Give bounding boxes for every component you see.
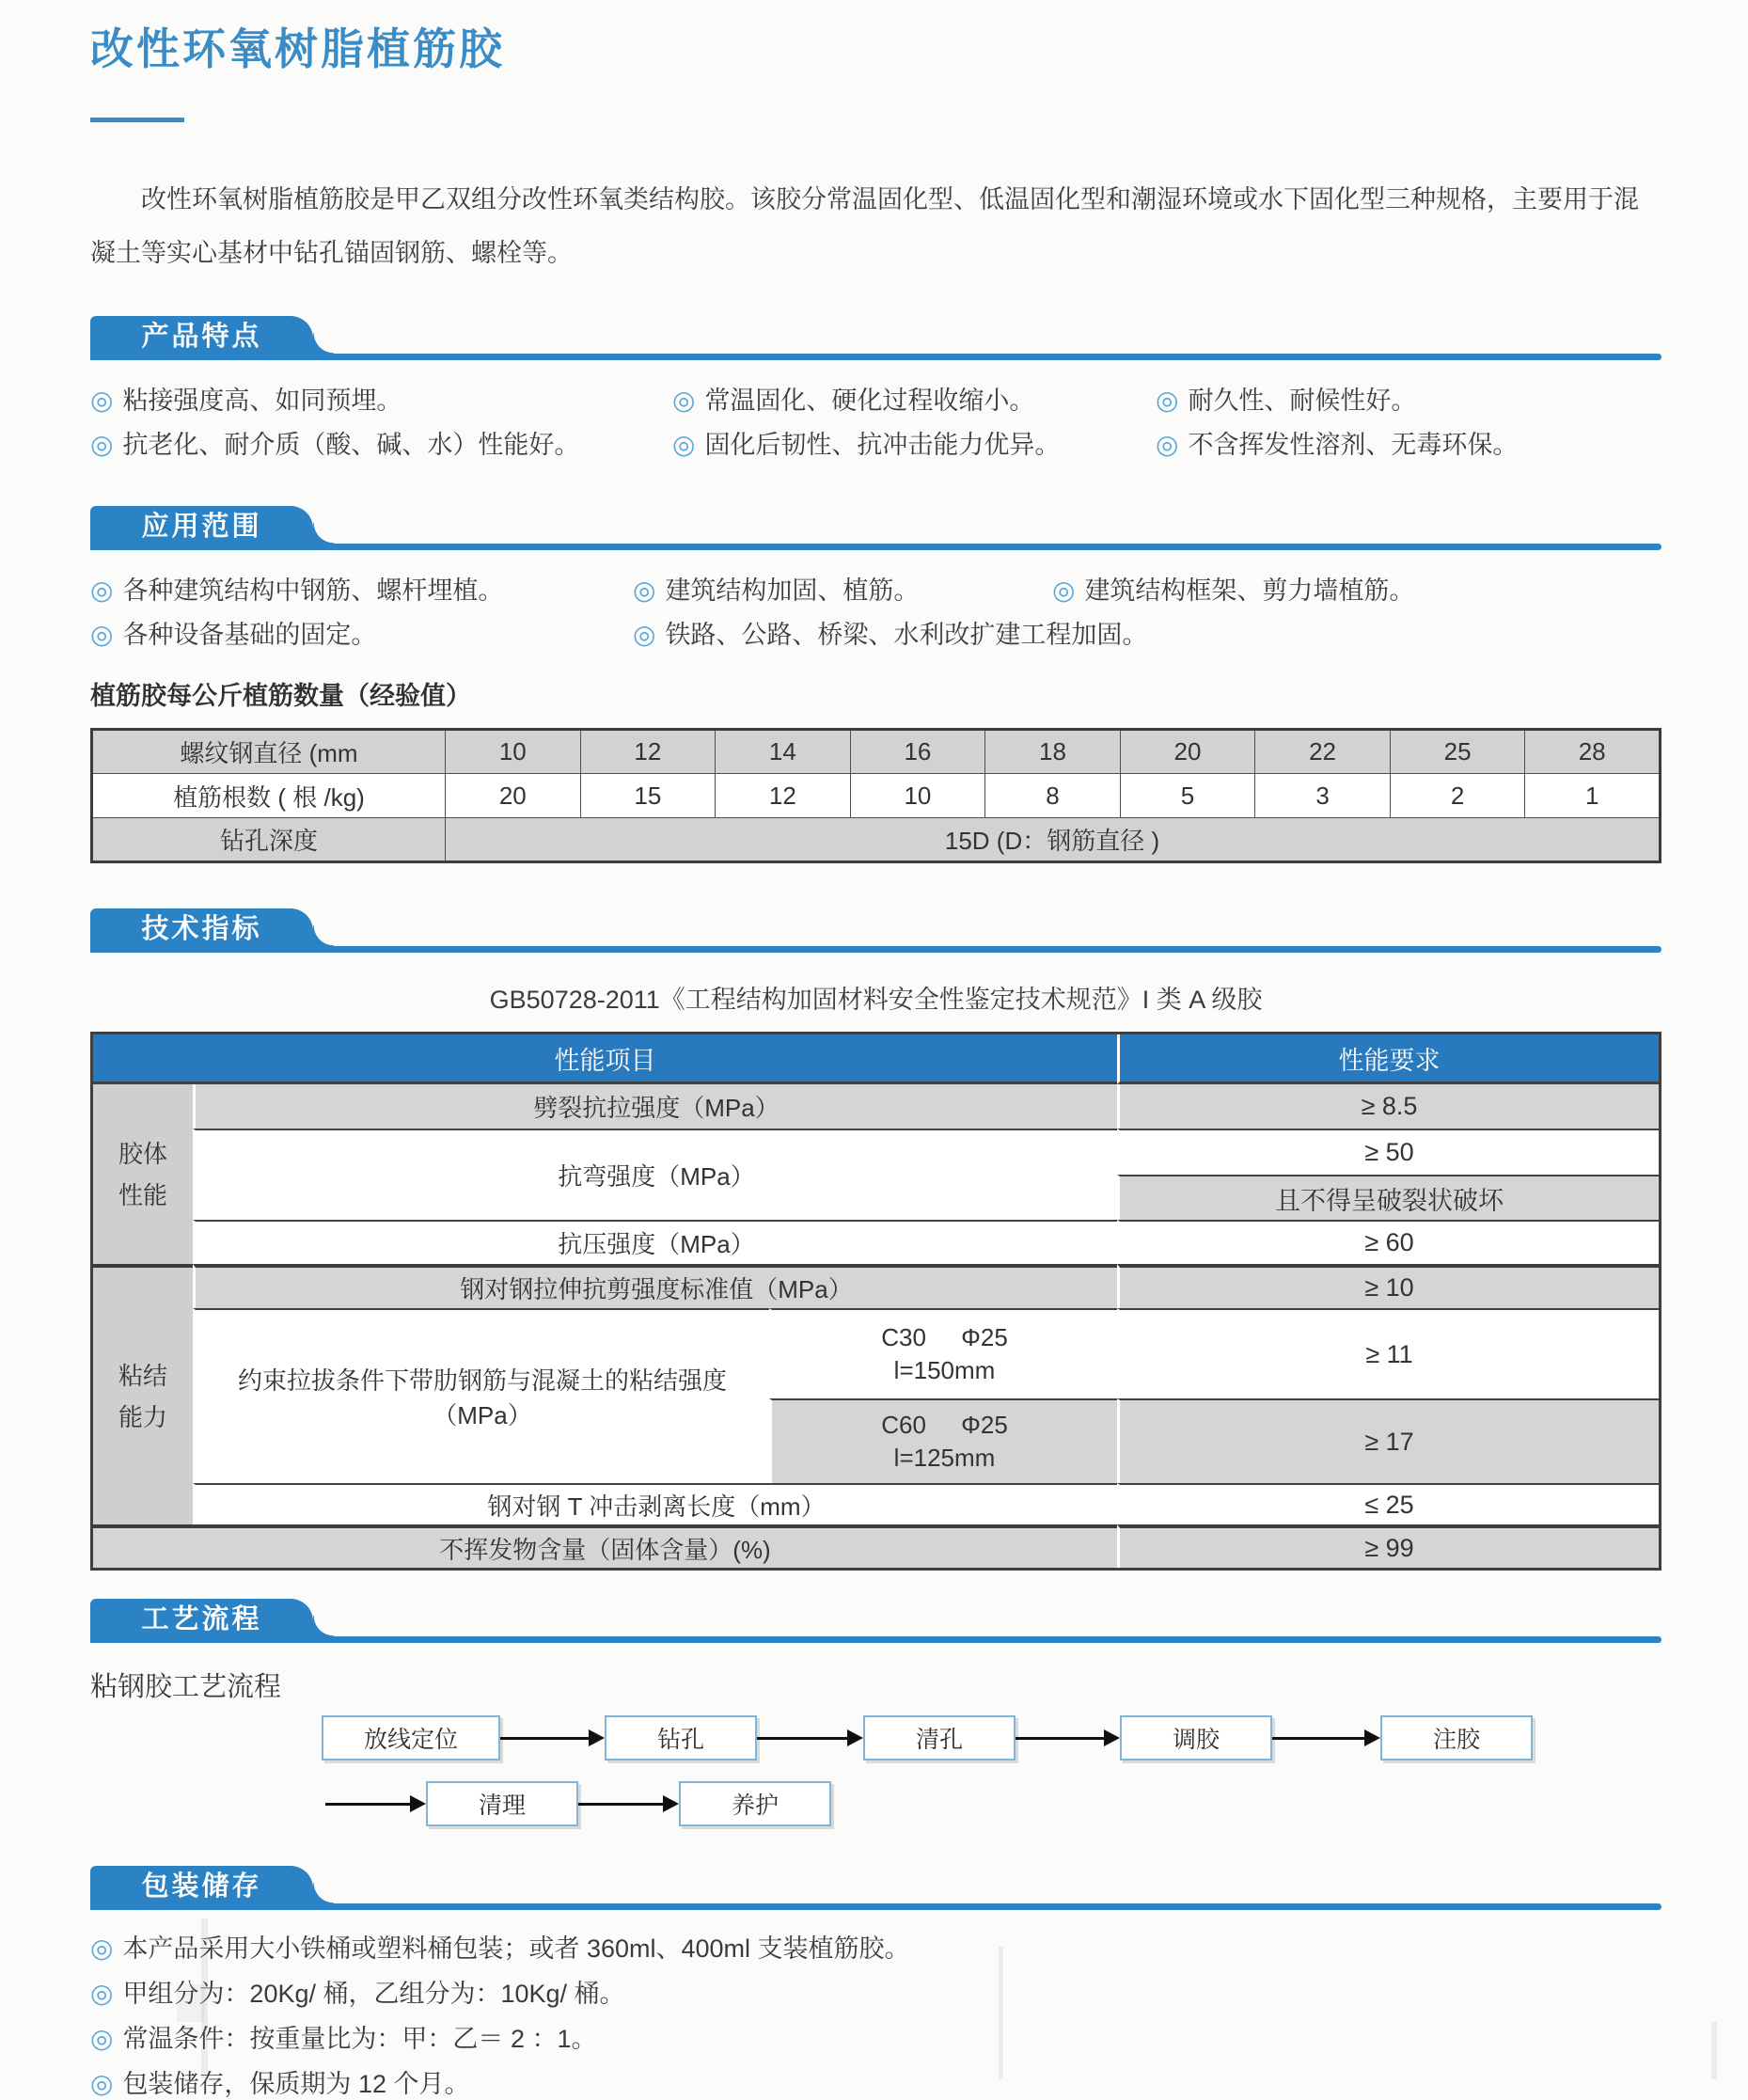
tech-table-frame bbox=[90, 1032, 1661, 1571]
spec-length: l=150mm bbox=[893, 1356, 996, 1385]
tech-row-shear bbox=[93, 1264, 1659, 1308]
packaging-item bbox=[90, 2023, 1661, 2055]
dosage-cell: 28 bbox=[1525, 730, 1661, 774]
tech-row-bond-c30 bbox=[93, 1308, 1659, 1398]
dosage-cell: 10 bbox=[850, 774, 985, 818]
tech-property-name: 不挥发物含量（固体含量）(%) bbox=[93, 1524, 1117, 1568]
tech-property-name: 抗弯强度（MPa） bbox=[193, 1129, 1117, 1220]
dosage-cell: 12 bbox=[716, 774, 851, 818]
tech-table-caption: GB50728-2011《工程结构加固材料安全性鉴定技术规范》I 类 A 级胶 bbox=[489, 986, 1263, 1015]
section-heading-process bbox=[90, 1599, 1661, 1643]
tech-header-item: 性能项目 bbox=[93, 1034, 1117, 1084]
feature-item-label: 不含挥发性溶剂、无毒环保。 bbox=[1188, 431, 1519, 460]
tech-requirement: ≥ 17 bbox=[1117, 1398, 1659, 1483]
dosage-row-depth bbox=[92, 818, 1661, 862]
feature-item bbox=[90, 385, 672, 417]
tech-property-name: 钢对钢拉伸抗剪强度标准值（MPa） bbox=[193, 1264, 1117, 1308]
tech-bond-spec-c30 bbox=[769, 1308, 1117, 1398]
tech-requirement: ≤ 25 bbox=[1117, 1483, 1659, 1524]
title-underline bbox=[90, 118, 184, 122]
tech-requirement: ≥ 8.5 bbox=[1117, 1084, 1659, 1129]
packaging-item-label: 常温条件：按重量比为：甲：乙＝ 2 ：1。 bbox=[122, 2025, 597, 2054]
flow-arrow-icon bbox=[578, 1795, 679, 1812]
process-step-box: 清理 bbox=[426, 1781, 578, 1826]
dosage-table-title: 植筋胶每公斤植筋数量（经验值） bbox=[90, 682, 471, 711]
bullet-icon: ◎ bbox=[1052, 576, 1076, 606]
features-list bbox=[90, 385, 1661, 461]
process-step-box: 钻孔 bbox=[605, 1715, 757, 1761]
dosage-cell: 18 bbox=[985, 730, 1121, 774]
section-heading-tech bbox=[90, 908, 1661, 953]
process-step-box: 清孔 bbox=[863, 1715, 1016, 1761]
tech-row-split-tensile bbox=[93, 1084, 1659, 1129]
section-heading-tab: 产品特点 bbox=[90, 316, 313, 360]
feature-item bbox=[1156, 385, 1661, 417]
bullet-icon: ◎ bbox=[90, 1934, 114, 1964]
flow-arrow-icon bbox=[1272, 1729, 1380, 1746]
dosage-depth-value: 15D (D：钢筋直径 ) bbox=[446, 818, 1661, 862]
bullet-icon: ◎ bbox=[90, 1979, 114, 2009]
application-item-label: 建筑结构框架、剪力墙植筋。 bbox=[1084, 576, 1415, 606]
process-flow-row-1 bbox=[322, 1715, 1661, 1761]
packaging-item-label: 包装储存，保质期为 12 个月。 bbox=[122, 2070, 470, 2099]
bullet-icon: ◎ bbox=[1156, 386, 1179, 416]
packaging-item bbox=[90, 1978, 1661, 2010]
section-heading-packaging bbox=[90, 1866, 1661, 1910]
watermark-sketch bbox=[999, 1947, 1003, 2079]
packaging-item bbox=[90, 1933, 1661, 1965]
application-item bbox=[90, 619, 633, 651]
packaging-item bbox=[90, 2068, 1661, 2100]
tech-row-nonvolatile bbox=[93, 1524, 1659, 1568]
dosage-cell: 8 bbox=[985, 774, 1121, 818]
feature-item-label: 粘接强度高、如同预埋。 bbox=[122, 387, 402, 416]
dosage-cell: 15 bbox=[580, 774, 716, 818]
section-heading-bar bbox=[90, 946, 1661, 953]
watermark-sketch bbox=[177, 1984, 205, 2022]
application-item bbox=[1052, 575, 1661, 607]
spec-grade: C60 Φ25 bbox=[881, 1411, 1008, 1440]
application-item bbox=[633, 575, 1052, 607]
tech-header-row bbox=[93, 1034, 1659, 1084]
bullet-icon: ◎ bbox=[1156, 430, 1179, 460]
bullet-icon: ◎ bbox=[90, 2024, 114, 2054]
dosage-cell: 1 bbox=[1525, 774, 1661, 818]
feature-item-label: 抗老化、耐介质（酸、碱、水）性能好。 bbox=[122, 431, 580, 460]
dosage-table bbox=[90, 728, 1661, 863]
tech-requirement: 且不得呈破裂状破坏 bbox=[1117, 1175, 1659, 1220]
applications-list bbox=[90, 575, 1661, 651]
section-heading-tab: 工艺流程 bbox=[90, 1599, 313, 1643]
spec-grade: C30 Φ25 bbox=[881, 1323, 1008, 1352]
section-heading-features bbox=[90, 316, 1661, 360]
packaging-item-label: 本产品采用大小铁桶或塑料桶包装；或者 360ml、400ml 支装植筋胶。 bbox=[122, 1934, 910, 1964]
tech-requirement: ≥ 10 bbox=[1117, 1264, 1659, 1308]
dosage-row-label: 植筋根数 ( 根 /kg) bbox=[92, 774, 446, 818]
section-heading-bar bbox=[90, 1903, 1661, 1910]
dosage-row-diameter bbox=[92, 730, 1661, 774]
application-item bbox=[90, 575, 633, 607]
bullet-icon: ◎ bbox=[672, 430, 696, 460]
page-title: 改性环氧树脂植筋胶 bbox=[90, 24, 505, 73]
dosage-cell: 20 bbox=[446, 774, 581, 818]
tech-property-name: 劈裂抗拉强度（MPa） bbox=[193, 1084, 1117, 1129]
dosage-cell: 2 bbox=[1390, 774, 1525, 818]
dosage-cell: 22 bbox=[1255, 730, 1391, 774]
section-heading-bar bbox=[90, 354, 1661, 360]
process-step-box: 调胶 bbox=[1120, 1715, 1272, 1761]
feature-item bbox=[672, 429, 1156, 461]
tech-requirement: ≥ 60 bbox=[1117, 1220, 1659, 1264]
tech-table bbox=[93, 1034, 1659, 1568]
tech-group-bond: 粘结能力 bbox=[93, 1264, 193, 1524]
bullet-icon: ◎ bbox=[633, 620, 656, 650]
tech-requirement: ≥ 11 bbox=[1117, 1308, 1659, 1398]
section-heading-bar bbox=[90, 544, 1661, 550]
feature-item-label: 常温固化、硬化过程收缩小。 bbox=[704, 387, 1035, 416]
dosage-cell: 14 bbox=[716, 730, 851, 774]
bullet-icon: ◎ bbox=[90, 430, 114, 460]
dosage-cell: 12 bbox=[580, 730, 716, 774]
section-heading-tab: 应用范围 bbox=[90, 506, 313, 550]
feature-item-label: 固化后韧性、抗冲击能力优异。 bbox=[704, 431, 1061, 460]
packaging-item-label: 甲组分为：20Kg/ 桶，乙组分为：10Kg/ 桶。 bbox=[122, 1980, 625, 2009]
tech-row-flexural-1 bbox=[93, 1129, 1659, 1175]
process-flow-row-2 bbox=[325, 1781, 1661, 1826]
dosage-cell: 3 bbox=[1255, 774, 1391, 818]
dosage-cell: 16 bbox=[850, 730, 985, 774]
bullet-icon: ◎ bbox=[90, 386, 114, 416]
flow-arrow-icon bbox=[1016, 1729, 1120, 1746]
tech-row-peel bbox=[93, 1483, 1659, 1524]
tech-group-body: 胶体性能 bbox=[93, 1084, 193, 1264]
intro-paragraph: 改性环氧树脂植筋胶是甲乙双组分改性环氧类结构胶。该胶分常温固化型、低温固化型和潮湿环境或水下固化型三种规格，主要用于混凝土等实心基材中钻孔锚固钢筋、螺栓等。 bbox=[90, 185, 1639, 268]
application-item bbox=[633, 619, 1148, 651]
dosage-cell: 20 bbox=[1120, 730, 1255, 774]
feature-item bbox=[1156, 429, 1661, 461]
bullet-icon: ◎ bbox=[672, 386, 696, 416]
process-step-box: 养护 bbox=[679, 1781, 831, 1826]
feature-item bbox=[90, 429, 672, 461]
bullet-icon: ◎ bbox=[633, 576, 656, 606]
tech-property-name: 抗压强度（MPa） bbox=[193, 1220, 1117, 1264]
feature-item-label: 耐久性、耐候性好。 bbox=[1188, 387, 1417, 416]
application-item-label: 建筑结构加固、植筋。 bbox=[665, 576, 920, 606]
flow-arrow-icon bbox=[325, 1795, 426, 1812]
section-heading-applications bbox=[90, 506, 1661, 550]
application-item-label: 铁路、公路、桥梁、水利改扩建工程加固。 bbox=[665, 621, 1148, 650]
spec-length: l=125mm bbox=[893, 1444, 996, 1473]
section-heading-tab: 包装储存 bbox=[90, 1866, 313, 1910]
tech-property-name: 约束拉拔条件下带肋钢筋与混凝土的粘结强度（MPa） bbox=[193, 1308, 769, 1483]
section-heading-bar bbox=[90, 1636, 1661, 1643]
tech-requirement: ≥ 50 bbox=[1117, 1129, 1659, 1175]
process-flow-label: 粘钢胶工艺流程 bbox=[90, 1672, 282, 1703]
dosage-cell: 25 bbox=[1390, 730, 1525, 774]
process-step-box: 注胶 bbox=[1380, 1715, 1533, 1761]
application-item-label: 各种设备基础的固定。 bbox=[122, 621, 377, 650]
dosage-row-count bbox=[92, 774, 1661, 818]
dosage-cell: 10 bbox=[446, 730, 581, 774]
feature-item bbox=[672, 385, 1156, 417]
bullet-icon: ◎ bbox=[90, 576, 114, 606]
tech-requirement: ≥ 99 bbox=[1117, 1524, 1659, 1568]
bullet-icon: ◎ bbox=[90, 2069, 114, 2099]
watermark-sketch bbox=[1711, 2022, 1717, 2079]
flow-arrow-icon bbox=[757, 1729, 863, 1746]
dosage-cell: 5 bbox=[1120, 774, 1255, 818]
tech-property-name: 钢对钢 T 冲击剥离长度（mm） bbox=[193, 1483, 1117, 1524]
flow-arrow-icon bbox=[500, 1729, 605, 1746]
bullet-icon: ◎ bbox=[90, 620, 114, 650]
dosage-row-label: 钻孔深度 bbox=[92, 818, 446, 862]
section-heading-tab: 技术指标 bbox=[90, 908, 313, 953]
tech-row-compressive bbox=[93, 1220, 1659, 1264]
tech-bond-spec-c60 bbox=[769, 1398, 1117, 1483]
packaging-list bbox=[90, 1933, 1661, 2100]
application-item-label: 各种建筑结构中钢筋、螺杆埋植。 bbox=[122, 576, 504, 606]
dosage-row-label: 螺纹钢直径 (mm bbox=[92, 730, 446, 774]
tech-header-req: 性能要求 bbox=[1117, 1034, 1659, 1084]
process-step-box: 放线定位 bbox=[322, 1715, 500, 1761]
